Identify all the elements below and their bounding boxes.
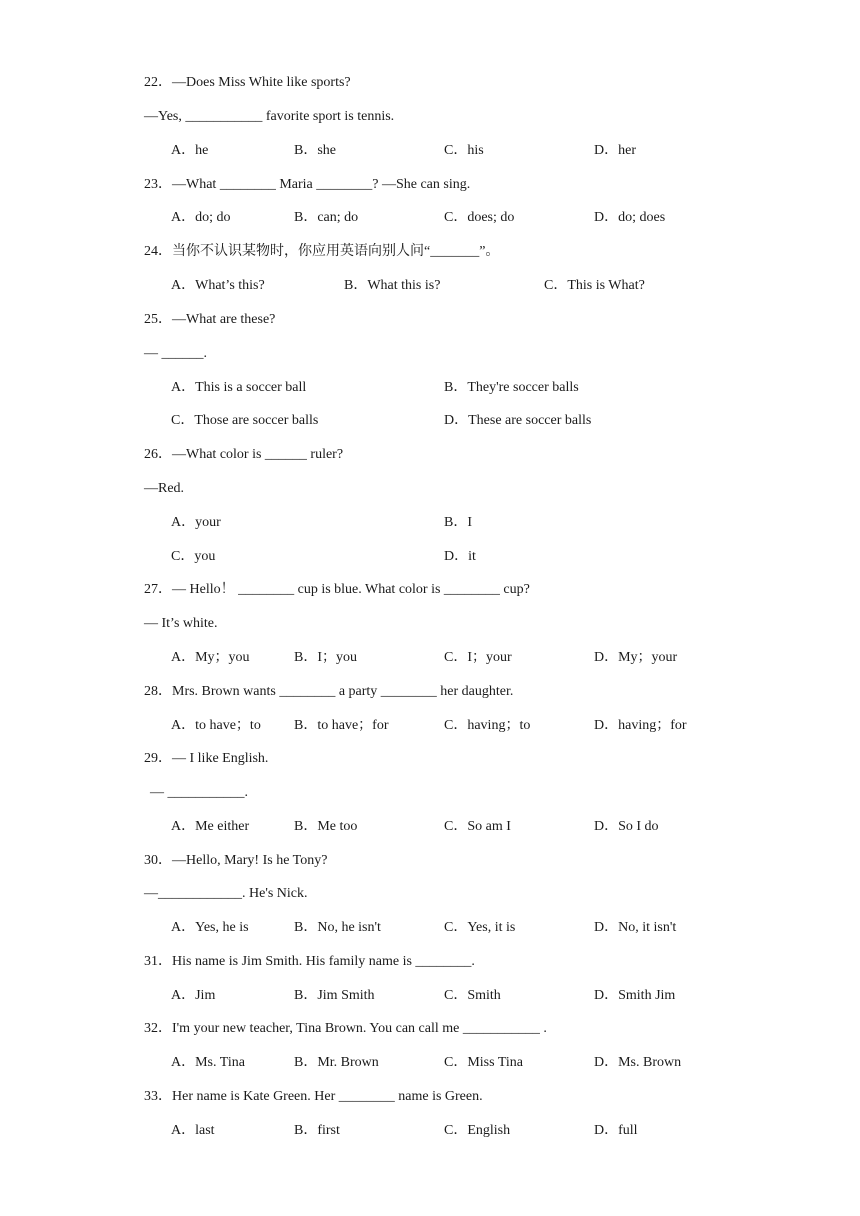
option-b[interactable]: B．Mr. Brown	[294, 1055, 379, 1070]
option-b[interactable]: B．What this is?	[344, 278, 441, 293]
option-d[interactable]: D．do; does	[594, 210, 666, 225]
question-30	[0, 851, 860, 871]
option-a[interactable]: A．This is a soccer ball	[171, 380, 307, 395]
option-d[interactable]: D．having；for	[594, 718, 687, 733]
question-stem: 23．—What ________ Maria ________? —She can sing.	[144, 177, 471, 192]
options-row	[0, 411, 860, 431]
question-stem: 26．—What color is ______ ruler?	[144, 447, 344, 462]
options-row	[0, 547, 860, 567]
answer-line	[0, 783, 860, 803]
question-stem: 33．Her name is Kate Green. Her ________ name is Green.	[144, 1089, 483, 1104]
question-stem: 22．—Does Miss White like sports?	[144, 75, 351, 90]
answer-prompt: —Yes, ___________ favorite sport is tennis.	[144, 109, 395, 124]
answer-line	[0, 884, 860, 904]
option-c[interactable]: C．Yes, it is	[444, 920, 516, 935]
question-28	[0, 682, 860, 702]
option-c[interactable]: C．Miss Tina	[444, 1055, 523, 1070]
option-d[interactable]: D．My；your	[594, 650, 678, 665]
options-row	[0, 918, 860, 938]
question-stem: 27．— Hello！ ________ cup is blue. What color is ________ cup?	[144, 582, 530, 597]
option-c[interactable]: C．you	[171, 549, 216, 564]
question-stem: 31．His name is Jim Smith. His family name is ________.	[144, 954, 475, 969]
option-b[interactable]: B．to have；for	[294, 718, 389, 733]
options-row	[0, 986, 860, 1006]
question-stem: 24．当你不认识某物时，你应用英语向别人问“_______”。	[144, 244, 500, 259]
option-b[interactable]: B．I	[444, 515, 472, 530]
option-c[interactable]: C．I；your	[444, 650, 512, 665]
question-22	[0, 73, 860, 93]
question-27	[0, 580, 860, 600]
question-26	[0, 445, 860, 465]
options-row	[0, 141, 860, 161]
option-a[interactable]: A．to have；to	[171, 718, 261, 733]
question-31	[0, 952, 860, 972]
option-b[interactable]: B．Jim Smith	[294, 988, 375, 1003]
option-c[interactable]: C．Smith	[444, 988, 501, 1003]
answer-line	[0, 107, 860, 127]
option-a[interactable]: A．do; do	[171, 210, 231, 225]
option-a[interactable]: A．Me either	[171, 819, 250, 834]
option-d[interactable]: D．Ms. Brown	[594, 1055, 682, 1070]
option-c[interactable]: C．having；to	[444, 718, 531, 733]
answer-prompt: —____________. He's Nick.	[144, 886, 308, 901]
question-stem: 30．—Hello, Mary! Is he Tony?	[144, 853, 328, 868]
question-stem: 28．Mrs. Brown wants ________ a party ________ her daughter.	[144, 684, 514, 699]
option-b[interactable]: B．she	[294, 143, 336, 158]
option-a[interactable]: A．last	[171, 1123, 215, 1138]
answer-prompt: — ______.	[144, 346, 207, 361]
options-row	[0, 208, 860, 228]
option-a[interactable]: A．Jim	[171, 988, 216, 1003]
option-d[interactable]: D．No, it isn't	[594, 920, 677, 935]
option-a[interactable]: A．My；you	[171, 650, 250, 665]
option-b[interactable]: B．No, he isn't	[294, 920, 381, 935]
option-d[interactable]: D．her	[594, 143, 636, 158]
answer-line	[0, 614, 860, 634]
question-24	[0, 242, 860, 262]
option-b[interactable]: B．I；you	[294, 650, 357, 665]
options-row	[0, 1121, 860, 1141]
question-stem: 29．— I like English.	[144, 751, 269, 766]
options-row	[0, 513, 860, 533]
option-a[interactable]: A．your	[171, 515, 221, 530]
question-25	[0, 310, 860, 330]
option-d[interactable]: D．These are soccer balls	[444, 413, 592, 428]
option-c[interactable]: C．So am I	[444, 819, 511, 834]
option-c[interactable]: C．This is What?	[544, 278, 645, 293]
option-a[interactable]: A．Yes, he is	[171, 920, 249, 935]
answer-prompt: — ___________.	[150, 785, 248, 800]
question-29	[0, 749, 860, 769]
option-c[interactable]: C．does; do	[444, 210, 515, 225]
option-c[interactable]: C．Those are soccer balls	[171, 413, 319, 428]
option-c[interactable]: C．his	[444, 143, 484, 158]
answer-prompt: —Red.	[144, 481, 185, 496]
question-33	[0, 1087, 860, 1107]
option-a[interactable]: A．Ms. Tina	[171, 1055, 245, 1070]
option-a[interactable]: A．What’s this?	[171, 278, 265, 293]
option-d[interactable]: D．Smith Jim	[594, 988, 676, 1003]
option-c[interactable]: C．English	[444, 1123, 511, 1138]
options-row	[0, 648, 860, 668]
options-row	[0, 276, 860, 296]
answer-line	[0, 344, 860, 364]
options-row	[0, 817, 860, 837]
options-row	[0, 1053, 860, 1073]
option-b[interactable]: B．first	[294, 1123, 340, 1138]
answer-prompt: — It’s white.	[144, 616, 218, 631]
option-d[interactable]: D．So I do	[594, 819, 659, 834]
question-32	[0, 1019, 860, 1039]
question-23	[0, 175, 860, 195]
question-stem: 32．I'm your new teacher, Tina Brown. You can call me ___________ .	[144, 1021, 547, 1036]
option-b[interactable]: B．can; do	[294, 210, 359, 225]
question-stem: 25．—What are these?	[144, 312, 276, 327]
option-d[interactable]: D．it	[444, 549, 476, 564]
option-a[interactable]: A．he	[171, 143, 209, 158]
option-b[interactable]: B．Me too	[294, 819, 358, 834]
options-row	[0, 378, 860, 398]
answer-line	[0, 479, 860, 499]
option-d[interactable]: D．full	[594, 1123, 638, 1138]
options-row	[0, 716, 860, 736]
option-b[interactable]: B．They're soccer balls	[444, 380, 579, 395]
